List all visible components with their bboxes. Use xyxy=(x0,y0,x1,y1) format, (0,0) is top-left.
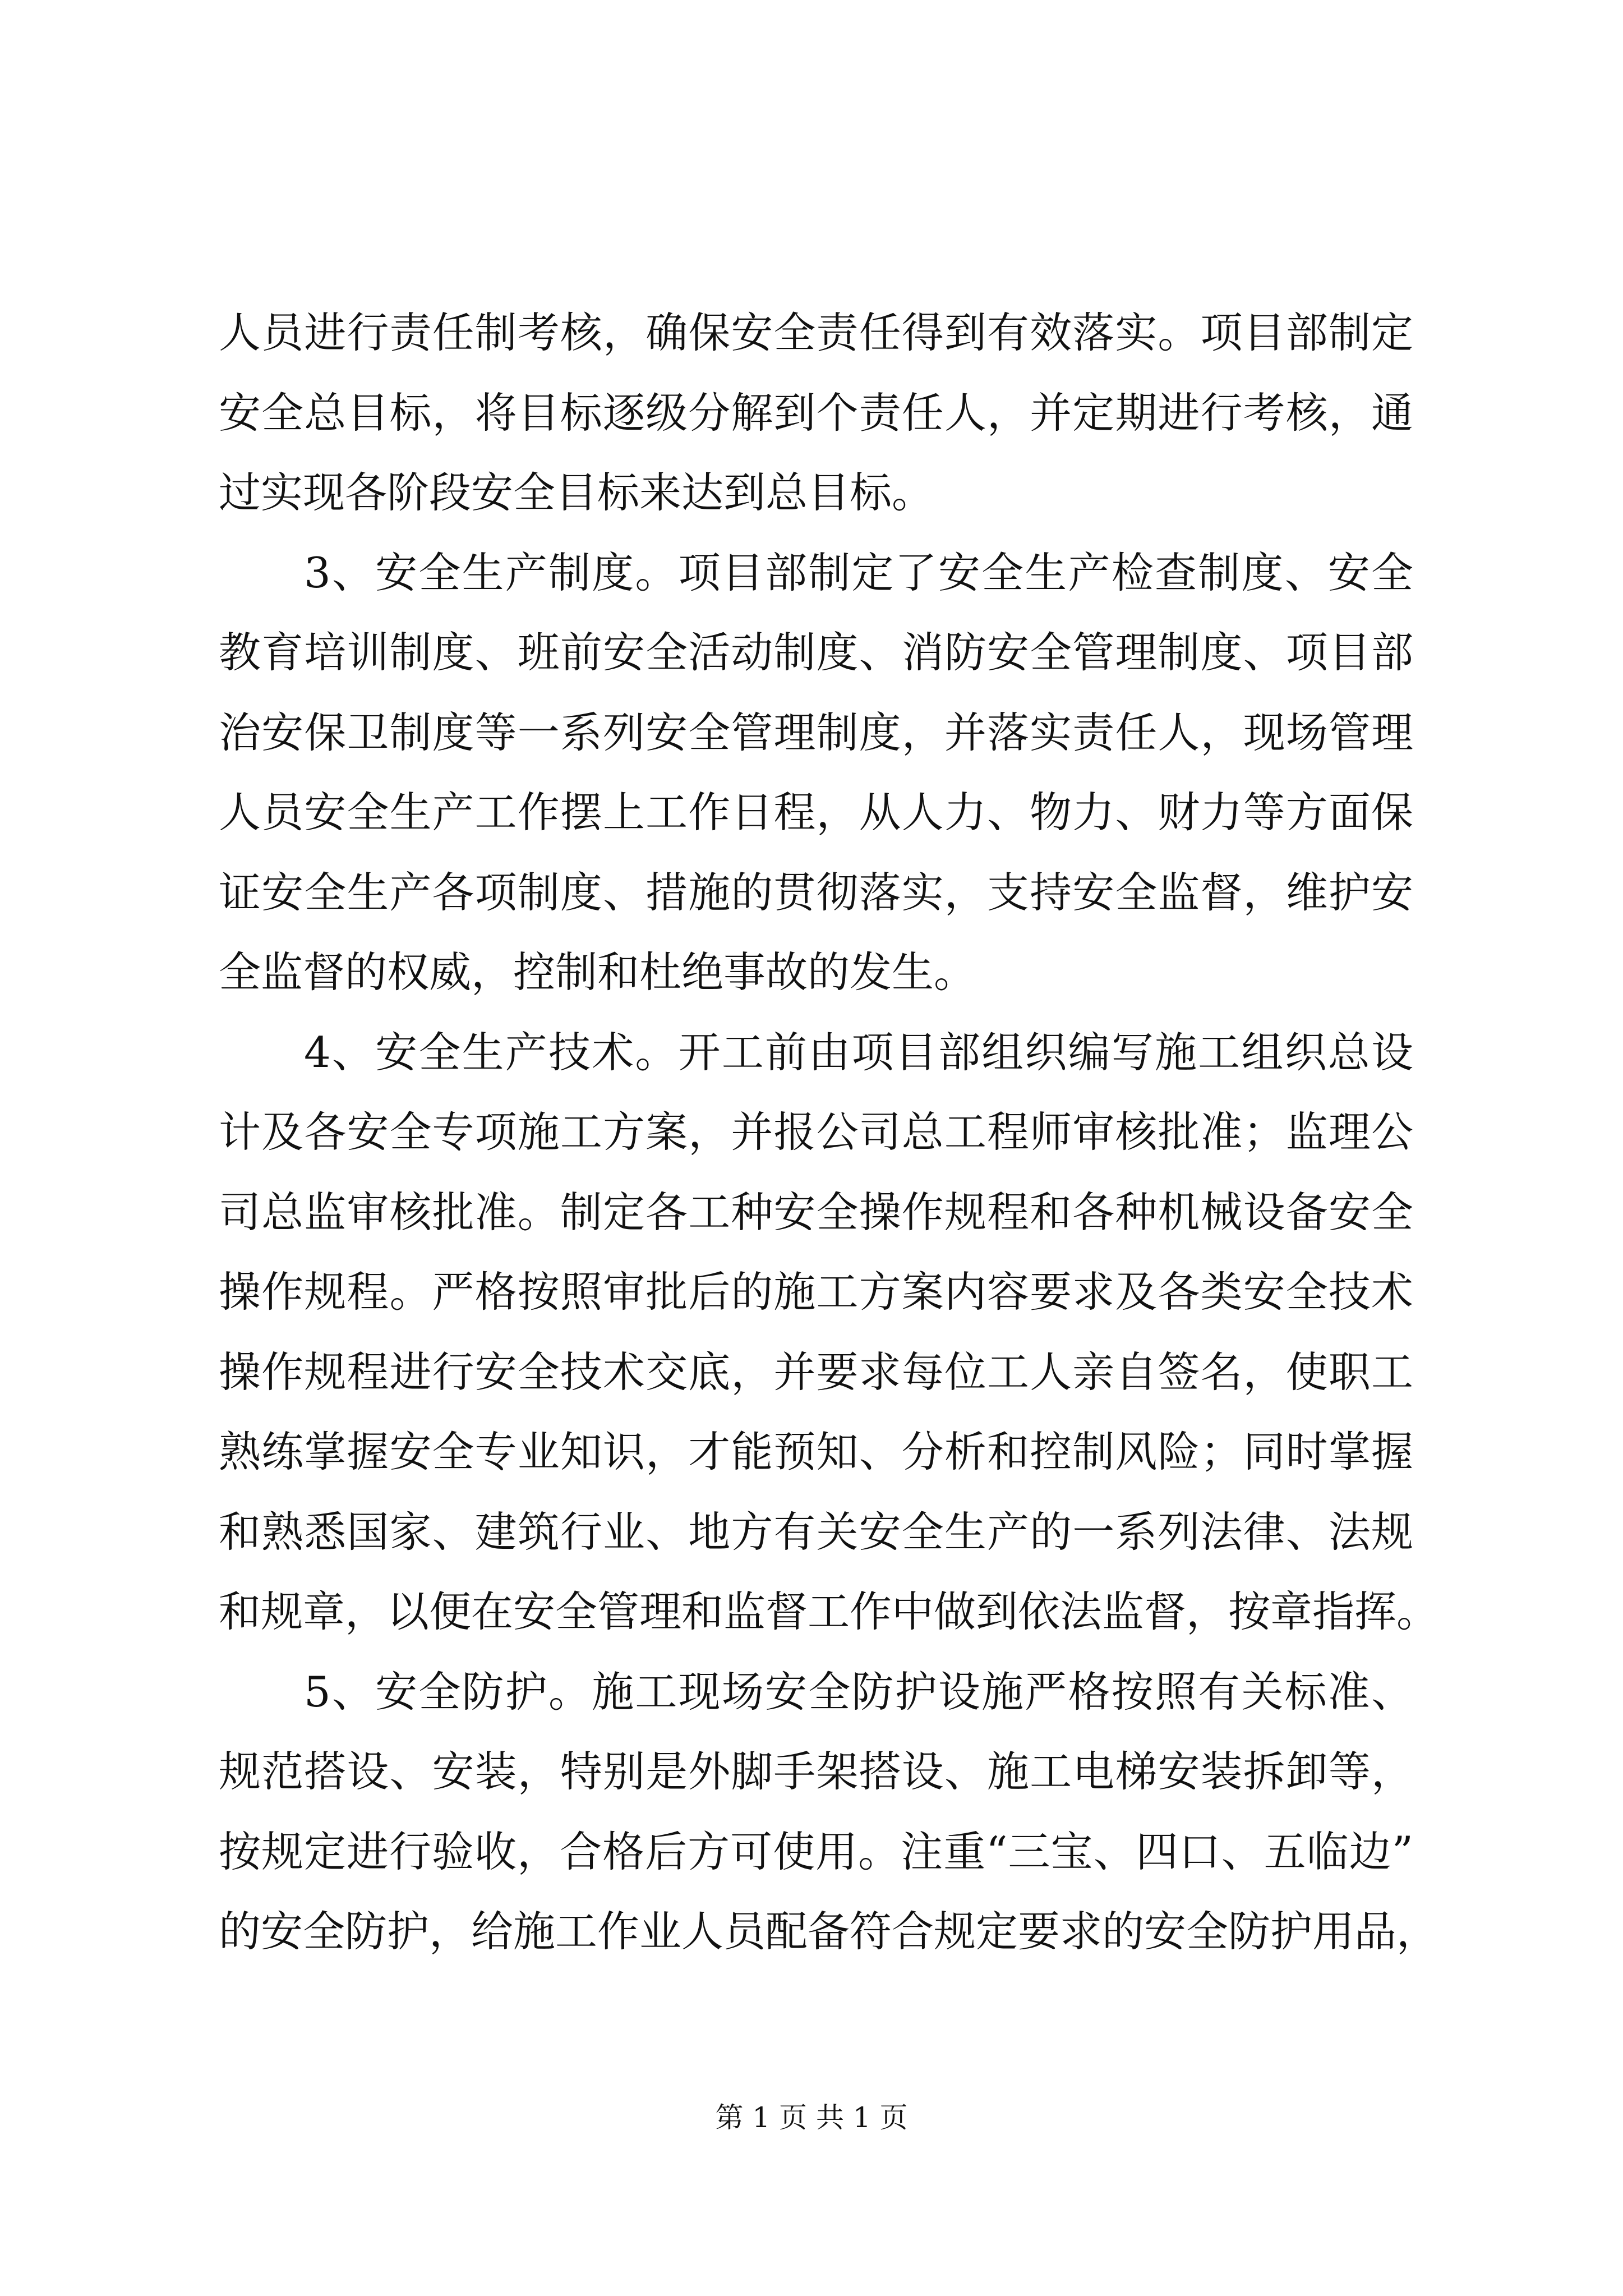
text-line: 操作规程。严格按照审批后的施工方案内容要求及各类安全技术 xyxy=(219,1267,1413,1317)
text-line: 计及各安全专项施工方案，并报公司总工程师审核批准；监理公 xyxy=(219,1107,1413,1157)
text-line: 证安全生产各项制度、措施的贯彻落实，支持安全监督，维护安 xyxy=(219,867,1413,917)
text-line: 治安保卫制度等一系列安全管理制度，并落实责任人，现场管理 xyxy=(219,707,1413,757)
text-line: 人员安全生产工作摆上工作日程，从人力、物力、财力等方面保 xyxy=(219,788,1413,837)
text-line: 全监督的权威，控制和杜绝事故的发生。 xyxy=(219,947,976,997)
document-body xyxy=(219,293,1439,1972)
text-line: 教育培训制度、班前安全活动制度、消防安全管理制度、项目部 xyxy=(219,628,1413,677)
paragraph-heading-line: 4、安全生产技术。开工前由项目部组织编写施工组织总设 xyxy=(304,1027,1413,1077)
text-line: 安全总目标，将目标逐级分解到个责任人，并定期进行考核，通 xyxy=(219,388,1413,438)
text-line: 的安全防护，给施工作业人员配备符合规定要求的安全防护用品， xyxy=(219,1907,1439,1956)
text-line: 司总监审核批准。制定各工种安全操作规程和各种机械设备安全 xyxy=(219,1187,1413,1237)
page-number-footer: 第 1 页 共 1 页 xyxy=(715,2101,908,2134)
text-line: 人员进行责任制考核，确保安全责任得到有效落实。项目部制定 xyxy=(219,308,1413,357)
paragraph-heading-line: 5、安全防护。施工现场安全防护设施严格按照有关标准、 xyxy=(304,1667,1413,1717)
text-line: 熟练掌握安全专业知识，才能预知、分析和控制风险；同时掌握 xyxy=(219,1427,1413,1476)
text-line: 过实现各阶段安全目标来达到总目标。 xyxy=(219,468,934,517)
text-line: 和规章，以便在安全管理和监督工作中做到依法监督，按章指挥。 xyxy=(219,1587,1439,1636)
paragraph-heading-line: 3、安全生产制度。项目部制定了安全生产检查制度、安全 xyxy=(304,547,1413,597)
text-line: 操作规程进行安全技术交底，并要求每位工人亲自签名，使职工 xyxy=(219,1347,1413,1397)
text-line: 和熟悉国家、建筑行业、地方有关安全生产的一系列法律、法规 xyxy=(219,1507,1413,1557)
text-line: 规范搭设、安装，特别是外脚手架搭设、施工电梯安装拆卸等， xyxy=(219,1747,1413,1796)
text-line: 按规定进行验收，合格后方可使用。注重“三宝、四口、五临边” xyxy=(219,1826,1413,1876)
